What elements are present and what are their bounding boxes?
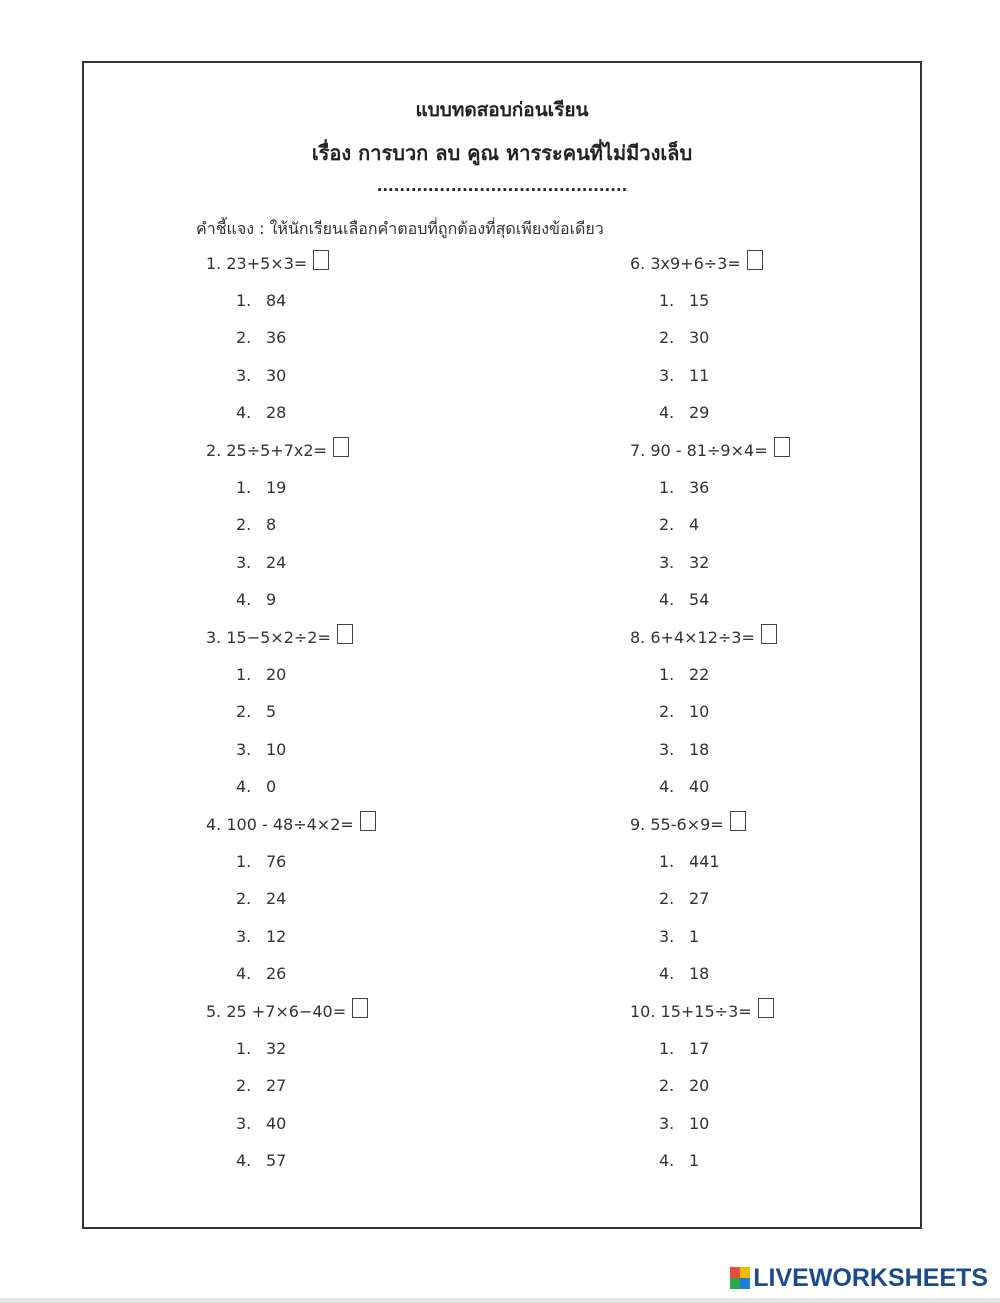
answer-box[interactable] <box>313 250 329 270</box>
worksheet-subject: เรื่อง การบวก ลบ คูณ หารระคนที่ไม่มีวงเล็บ <box>311 141 693 165</box>
answer-option <box>236 553 286 572</box>
answer-option <box>236 889 286 908</box>
answer-option <box>659 777 709 796</box>
option-value: 10 <box>689 1113 710 1133</box>
option-value: 30 <box>689 328 710 348</box>
option-value: 24 <box>266 552 287 572</box>
option-number: 2. <box>659 1076 675 1096</box>
option-number: 1. <box>236 665 252 684</box>
instructions: คำชี้แจง : ให้นักเรียนเลือกคำตอบที่ถูกต้องที่สุดเพียงข้อเดียว <box>196 219 604 238</box>
option-value: 8 <box>266 515 277 535</box>
answer-option <box>236 403 286 422</box>
answer-option <box>236 665 286 684</box>
answer-option <box>236 740 286 759</box>
answer-option <box>236 366 286 385</box>
option-value: 5 <box>266 702 277 722</box>
option-number: 3. <box>236 365 252 385</box>
option-value: 20 <box>266 665 287 684</box>
option-value: 57 <box>266 1150 287 1170</box>
option-value: 10 <box>266 739 287 759</box>
option-value: 15 <box>689 291 710 310</box>
option-value: 36 <box>266 328 287 348</box>
answer-option <box>659 852 720 871</box>
answer-option <box>659 590 709 609</box>
option-number: 3. <box>236 552 252 572</box>
option-value: 0 <box>266 776 277 796</box>
option-number: 2. <box>236 1076 252 1096</box>
answer-option <box>236 328 286 347</box>
option-number: 1. <box>659 1039 675 1058</box>
option-number: 2. <box>659 328 675 348</box>
option-value: 32 <box>266 1039 287 1058</box>
question-text: 5. 25 +7×6−40= <box>206 1002 347 1021</box>
answer-option <box>236 590 276 609</box>
answer-option <box>236 927 286 946</box>
answer-option <box>659 328 709 347</box>
option-number: 1. <box>236 478 252 497</box>
question-3 <box>206 627 353 648</box>
liveworksheets-logo[interactable] <box>730 1263 988 1293</box>
option-value: 29 <box>689 402 710 422</box>
answer-option <box>659 1076 709 1095</box>
option-number: 2. <box>236 889 252 909</box>
answer-option <box>236 702 276 721</box>
answer-option <box>659 553 709 572</box>
answer-option <box>236 1076 286 1095</box>
answer-box[interactable] <box>352 998 368 1018</box>
option-number: 4. <box>236 402 252 422</box>
question-10 <box>630 1001 774 1022</box>
option-value: 19 <box>266 478 287 497</box>
option-value: 27 <box>266 1076 287 1096</box>
option-number: 3. <box>236 1113 252 1133</box>
question-text: 8. 6+4×12÷3= <box>630 628 755 647</box>
answer-option <box>236 1114 286 1133</box>
answer-box[interactable] <box>360 811 376 831</box>
question-text: 7. 90 - 81÷9×4= <box>630 441 768 460</box>
option-value: 84 <box>266 291 287 310</box>
question-7 <box>630 440 790 461</box>
option-value: 26 <box>266 963 287 983</box>
answer-option <box>236 964 286 983</box>
worksheet-page <box>82 61 922 1229</box>
question-text: 2. 25÷5+7x2= <box>206 441 327 460</box>
answer-box[interactable] <box>730 811 746 831</box>
option-value: 36 <box>689 478 710 497</box>
question-1 <box>206 253 329 274</box>
answer-option <box>659 889 709 908</box>
question-text: 6. 3x9+6÷3= <box>630 254 741 273</box>
option-value: 30 <box>266 365 287 385</box>
option-number: 4. <box>659 776 675 796</box>
option-value: 28 <box>266 402 287 422</box>
option-value: 12 <box>266 926 287 946</box>
question-text: 1. 23+5×3= <box>206 254 308 273</box>
answer-option <box>659 665 709 684</box>
option-value: 54 <box>689 589 710 609</box>
option-number: 4. <box>236 963 252 983</box>
option-number: 1. <box>659 291 675 310</box>
option-number: 3. <box>659 365 675 385</box>
answer-option <box>659 291 709 310</box>
option-value: 1 <box>689 1150 700 1170</box>
liveworksheets-logo-icon <box>730 1267 750 1289</box>
option-number: 4. <box>236 1150 252 1170</box>
option-value: 40 <box>266 1113 287 1133</box>
answer-option <box>236 777 276 796</box>
option-number: 2. <box>236 702 252 722</box>
option-number: 4. <box>659 963 675 983</box>
option-number: 3. <box>236 739 252 759</box>
option-value: 1 <box>689 926 700 946</box>
answer-option <box>236 1039 286 1058</box>
option-value: 32 <box>689 552 710 572</box>
question-text: 10. 15+15÷3= <box>630 1002 752 1021</box>
option-value: 17 <box>689 1039 710 1058</box>
option-value: 11 <box>689 365 710 385</box>
answer-option <box>236 1151 286 1170</box>
answer-option <box>659 478 709 497</box>
question-5 <box>206 1001 368 1022</box>
question-6 <box>630 253 763 274</box>
answer-box[interactable] <box>758 998 774 1018</box>
option-number: 2. <box>659 515 675 535</box>
option-number: 3. <box>236 926 252 946</box>
answer-option <box>236 478 286 497</box>
answer-option <box>236 515 276 534</box>
answer-option <box>659 740 709 759</box>
answer-option <box>659 1151 699 1170</box>
answer-option <box>659 1114 709 1133</box>
option-value: 40 <box>689 776 710 796</box>
answer-option <box>659 515 699 534</box>
option-value: 9 <box>266 589 277 609</box>
answer-option <box>236 852 286 871</box>
option-number: 2. <box>659 889 675 909</box>
answer-option <box>659 403 709 422</box>
option-number: 3. <box>659 1113 675 1133</box>
option-number: 2. <box>659 702 675 722</box>
option-number: 1. <box>236 852 252 871</box>
question-text: 9. 55-6×9= <box>630 815 724 834</box>
option-number: 1. <box>659 665 675 684</box>
option-number: 3. <box>659 552 675 572</box>
page-bottom-divider <box>0 1298 1000 1303</box>
question-text: 3. 15−5×2÷2= <box>206 628 331 647</box>
answer-option <box>659 1039 709 1058</box>
option-value: 18 <box>689 739 710 759</box>
answer-option <box>659 964 709 983</box>
question-8 <box>630 627 777 648</box>
option-number: 2. <box>236 515 252 535</box>
answer-box[interactable] <box>761 624 777 644</box>
option-value: 27 <box>689 889 710 909</box>
question-text: 4. 100 - 48÷4×2= <box>206 815 354 834</box>
answer-box[interactable] <box>333 437 349 457</box>
answer-box[interactable] <box>337 624 353 644</box>
question-2 <box>206 440 349 461</box>
option-number: 4. <box>659 589 675 609</box>
option-number: 4. <box>236 589 252 609</box>
option-number: 4. <box>659 402 675 422</box>
option-value: 22 <box>689 665 710 684</box>
option-value: 20 <box>689 1076 710 1096</box>
option-number: 1. <box>236 1039 252 1058</box>
answer-box[interactable] <box>747 250 763 270</box>
brand-name: LIVEWORKSHEETS <box>753 1263 988 1292</box>
option-number: 1. <box>659 852 675 871</box>
answer-option <box>659 927 699 946</box>
option-value: 18 <box>689 963 710 983</box>
answer-option <box>659 702 709 721</box>
option-number: 1. <box>236 291 252 310</box>
option-value: 10 <box>689 702 710 722</box>
option-number: 2. <box>236 328 252 348</box>
name-line: ............................................ <box>376 177 628 195</box>
answer-option <box>659 366 709 385</box>
question-9 <box>630 814 746 835</box>
worksheet-title: แบบทดสอบก่อนเรียน <box>415 99 589 121</box>
option-number: 3. <box>659 739 675 759</box>
option-value: 24 <box>266 889 287 909</box>
option-number: 4. <box>236 776 252 796</box>
question-4 <box>206 814 376 835</box>
option-value: 4 <box>689 515 700 535</box>
option-value: 76 <box>266 852 287 871</box>
option-number: 1. <box>659 478 675 497</box>
option-number: 3. <box>659 926 675 946</box>
option-number: 4. <box>659 1150 675 1170</box>
answer-option <box>236 291 286 310</box>
answer-box[interactable] <box>774 437 790 457</box>
option-value: 441 <box>689 852 720 871</box>
